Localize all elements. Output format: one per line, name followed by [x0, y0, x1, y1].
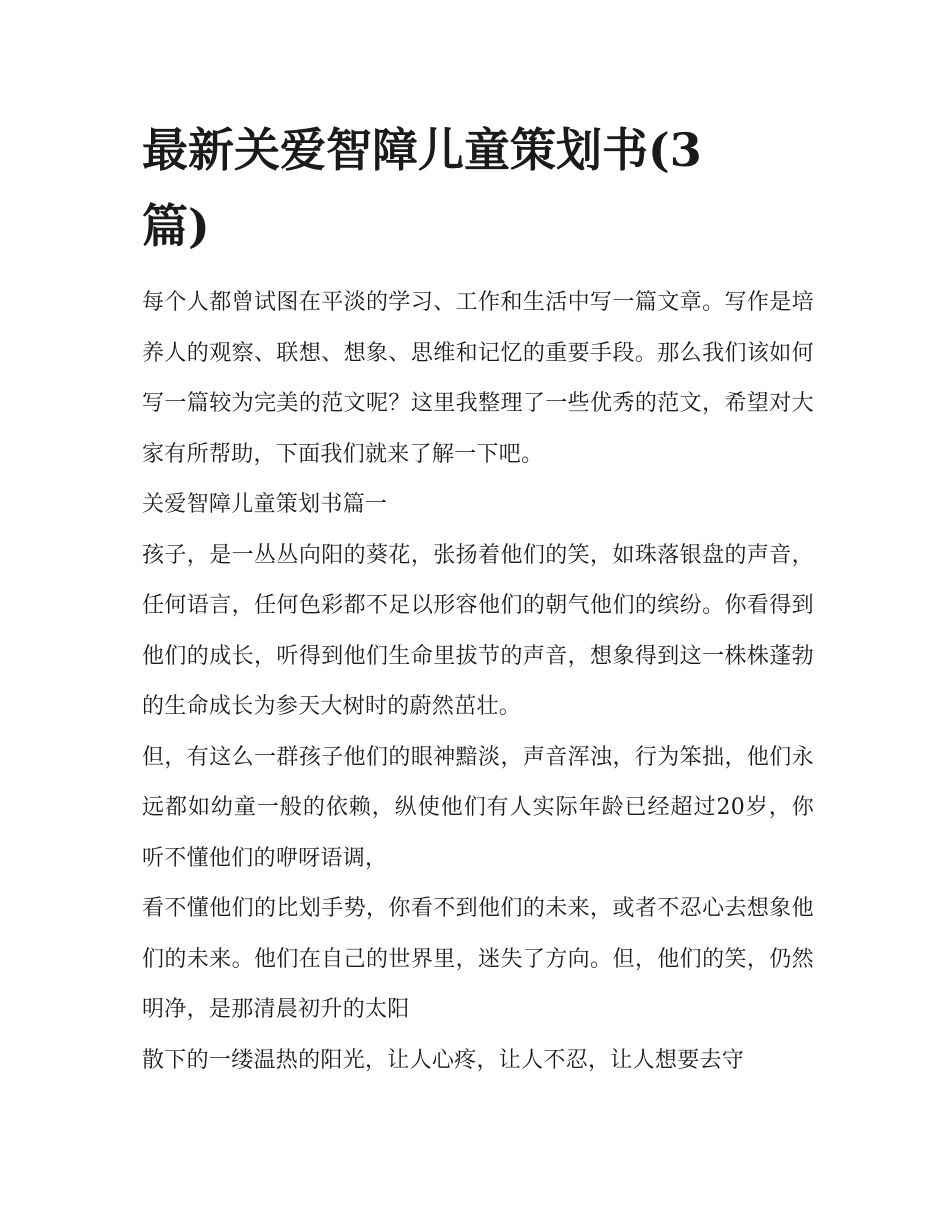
section-heading: 关爱智障儿童策划书篇一	[142, 492, 388, 517]
body-paragraph: 看不懂他们的比划手势，你看不到他们的未来，或者不忍心去想象他们的未来。他们在自己的世界里，迷失了方向。但，他们的笑，仍然明净，是那清晨初升的太阳	[142, 896, 814, 1022]
document-page	[142, 112, 814, 1086]
body-paragraph: 孩子，是一丛丛向阳的葵花，张扬着他们的笑，如珠落银盘的声音，任何语言，任何色彩都不足以形容他们的朝气他们的缤纷。你看得到他们的成长，听得到他们生命里拔节的声音，想象得到这一株株蓬勃的生命成长为参天大树时的蔚然茁壮。	[142, 542, 814, 719]
body-paragraph: 散下的一缕温热的阳光，让人心疼，让人不忍，让人想要去守	[142, 1047, 745, 1073]
body-paragraph: 但，有这么一群孩子他们的眼神黯淡，声音浑浊，行为笨拙，他们永远都如幼童一般的依赖，纵使他们有人实际年龄已经超过20岁，你听不懂他们的咿呀语调，	[142, 744, 814, 871]
document-title: 最新关爱智障儿童策划书(3篇)	[142, 123, 702, 253]
intro-paragraph: 每个人都曾试图在平淡的学习、工作和生活中写一篇文章。写作是培养人的观察、联想、想象、思维和记忆的重要手段。那么我们该如何写一篇较为完美的范文呢？这里我整理了一些优秀的范文，希望对大家有所帮助，下面我们就来了解一下吧。	[142, 290, 814, 467]
